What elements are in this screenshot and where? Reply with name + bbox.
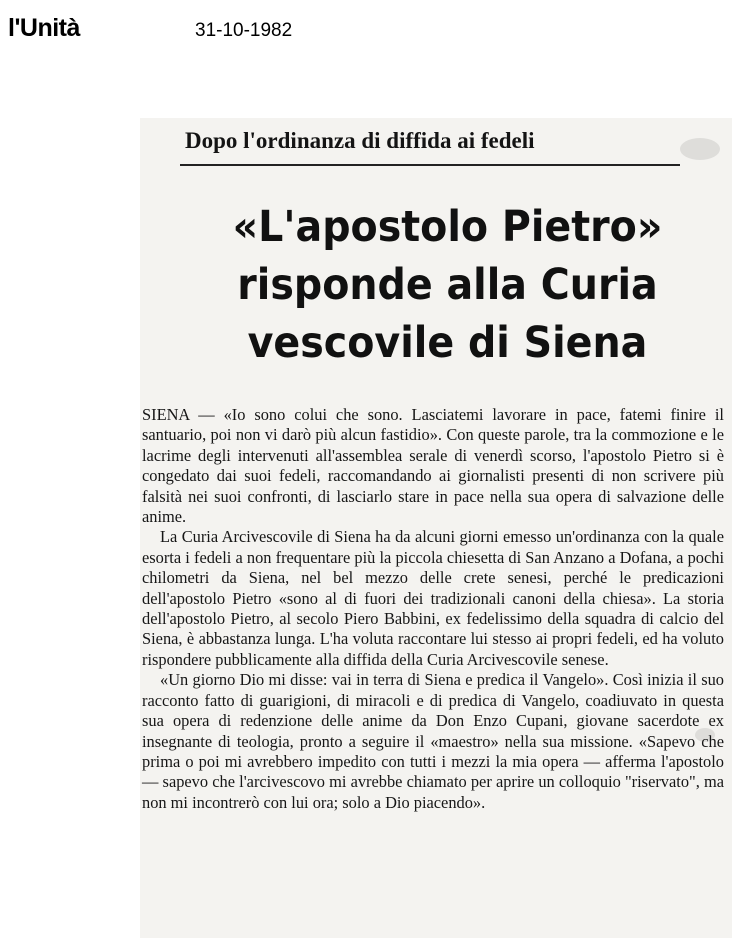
publication-date: 31-10-1982 [195,20,293,41]
newspaper-name: l'Unità [8,14,80,42]
headline-line: vescovile di Siena [247,318,648,368]
headline-line: «L'apostolo Pietro» [232,202,663,252]
print-smudge [680,138,720,160]
kicker-underline [180,164,680,166]
article-paragraph: La Curia Arcivescovile di Siena ha da alcuni giorni emesso un'ordinanza con la quale esorta i fedeli a non frequentare più la piccola chiesetta di San Anzano a Dofana, a pochi chilometri da Siena, nel bel mezzo delle crete senesi, perché le predicazioni dell'apostolo Pietro «sono al di fuori dei tradizionali canoni della chiesa». La storia dell'apostolo Pietro, al secolo Piero Babbini, ex fedelissimo della squadra di calcio del Siena, è abbastanza lunga. L'ha voluta raccontare lui stesso ai propri fedeli, ed ha voluto rispondere pubblicamente alla diffida della Curia Arcivescovile senese. [142,527,724,669]
newspaper-clipping [140,118,732,938]
article-headline [192,198,703,372]
article-paragraph: «Un giorno Dio mi disse: vai in terra di Siena e predica il Vangelo». Così inizia il suo racconto fatto di guarigioni, di miracoli e di predica di Vangelo, coadiuvato in questa sua opera di redenzione delle anime da Don Enzo Cupani, giovane sacerdote ex insegnante di teologia, pronto a seguire il «maestro» nella sua missione. «Sapevo che prima o poi mi avrebbero impedito con tutti i mezzi la mia opera — afferma l'apostolo — sapevo che l'arcivescovo mi avrebbe chiamato per aprire un colloquio "riservato", ma non mi incontrerò con lui ora; solo a Dio piacendo». [142,670,724,812]
article-kicker: Dopo l'ordinanza di diffida ai fedeli [185,128,535,153]
headline-line: risponde alla Curia [237,260,658,310]
article-paragraph: SIENA — «Io sono colui che sono. Lasciatemi lavorare in pace, fatemi finire il santuario, poi non vi darò più alcun fastidio». Con queste parole, tra la commozione e le lacrime degli intervenuti all'assemblea serale di venerdì scorso, l'apostolo Pietro si è congedato dai suoi fedeli, raccomandando ai giornalisti presenti di non scrivere più falsità nei suoi confronti, di lasciarlo stare in pace nella sua opera di salvazione delle anime. [142,405,724,527]
article-body [142,405,724,813]
